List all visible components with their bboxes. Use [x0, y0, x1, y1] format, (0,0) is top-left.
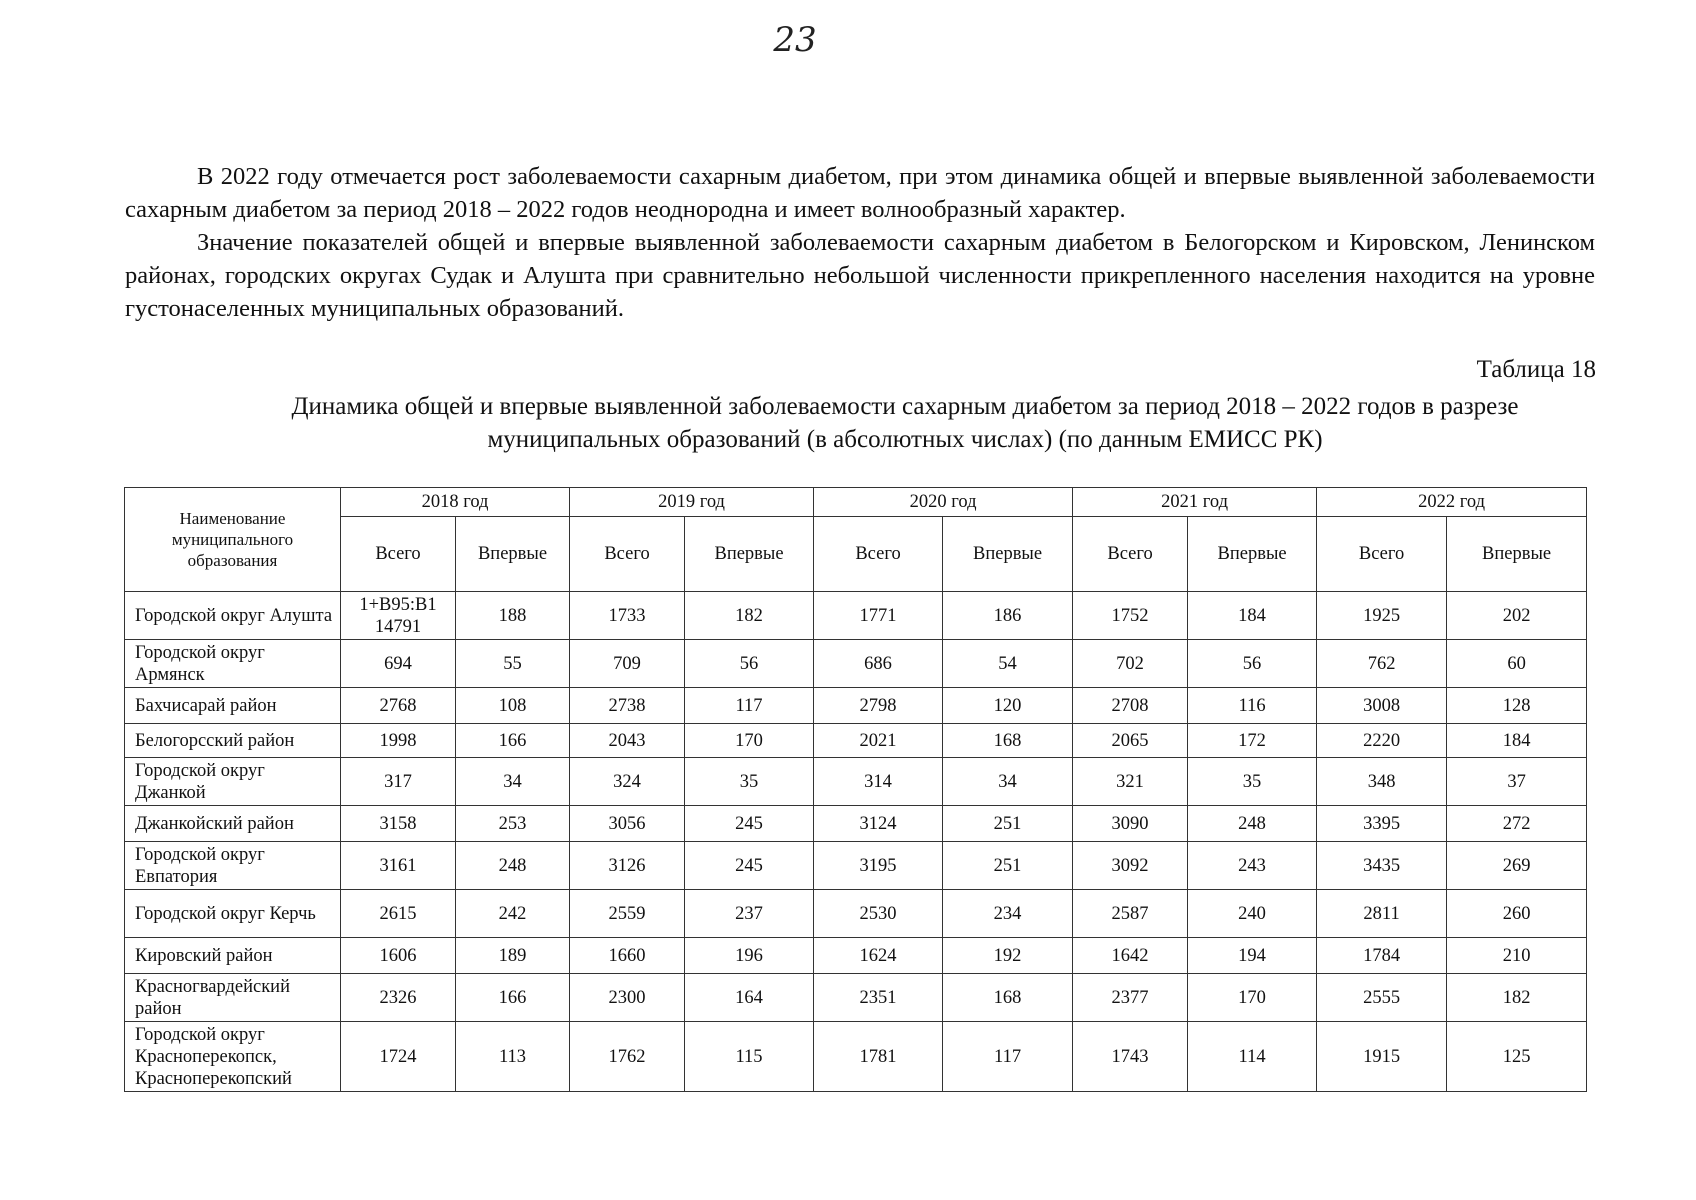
new-cases-header: Впервые [1188, 517, 1317, 592]
new-cases-value-cell: 237 [685, 890, 814, 938]
municipality-name-cell: Красногвардейский район [125, 974, 341, 1022]
table-body [125, 592, 1587, 1092]
new-cases-header: Впервые [456, 517, 570, 592]
total-header: Всего [1317, 517, 1447, 592]
new-cases-value-cell: 272 [1447, 806, 1587, 842]
paragraph: Значение показателей общей и впервые выявленной заболеваемости сахарным диабетом в Белогорском и Кировском, Ленинском районах, городских округах Судак и Алушта при сравнительно небольшой численности прикрепленного населения находится на уровне густонаселенных муниципальных образований. [125, 229, 1595, 322]
new-cases-value-cell: 248 [456, 842, 570, 890]
total-value-cell: 3056 [570, 806, 685, 842]
municipality-name-cell: Городской округ Красноперекопск, Красноперекопский [125, 1022, 341, 1092]
new-cases-value-cell: 125 [1447, 1022, 1587, 1092]
total-value-cell: 2559 [570, 890, 685, 938]
new-cases-value-cell: 170 [685, 724, 814, 758]
municipality-name-cell: Кировский район [125, 938, 341, 974]
new-cases-value-cell: 194 [1188, 938, 1317, 974]
municipality-name-cell: Городской округ Евпатория [125, 842, 341, 890]
municipality-name-cell: Бахчисарай район [125, 688, 341, 724]
total-value-cell: 3195 [814, 842, 943, 890]
name-column-header: Наименование муниципального образования [125, 488, 341, 592]
year-header: 2021 год [1073, 488, 1317, 517]
new-cases-value-cell: 117 [685, 688, 814, 724]
total-value-cell: 2326 [341, 974, 456, 1022]
total-value-cell: 2530 [814, 890, 943, 938]
table-title: Динамика общей и впервые выявленной заболеваемости сахарным диабетом за период 2018 – 2022 годов в разрезе муниципальных образований (в абсолютных числах) (по данным ЕМИСС РК) [291, 393, 1519, 453]
new-cases-value-cell: 184 [1188, 592, 1317, 640]
municipality-name-cell: Городской округ Джанкой [125, 758, 341, 806]
new-cases-value-cell: 188 [456, 592, 570, 640]
total-value-cell: 3126 [570, 842, 685, 890]
total-header: Всего [814, 517, 943, 592]
total-value-cell: 1784 [1317, 938, 1447, 974]
total-value-cell: 2587 [1073, 890, 1188, 938]
new-cases-value-cell: 128 [1447, 688, 1587, 724]
total-value-cell: 2615 [341, 890, 456, 938]
municipality-name-cell: Городской округ Керчь [125, 890, 341, 938]
total-value-cell: 694 [341, 640, 456, 688]
total-value-cell: 1998 [341, 724, 456, 758]
new-cases-value-cell: 120 [943, 688, 1073, 724]
new-cases-value-cell: 245 [685, 842, 814, 890]
new-cases-value-cell: 182 [1447, 974, 1587, 1022]
total-value-cell: 3395 [1317, 806, 1447, 842]
total-value-cell: 1606 [341, 938, 456, 974]
total-value-cell: 2043 [570, 724, 685, 758]
total-value-cell: 3161 [341, 842, 456, 890]
total-value-cell: 1724 [341, 1022, 456, 1092]
new-cases-value-cell: 117 [943, 1022, 1073, 1092]
table-row [125, 724, 1587, 758]
new-cases-value-cell: 37 [1447, 758, 1587, 806]
new-cases-value-cell: 234 [943, 890, 1073, 938]
table-row [125, 640, 1587, 688]
municipality-name-cell: Белогорсский район [125, 724, 341, 758]
new-cases-value-cell: 114 [1188, 1022, 1317, 1092]
new-cases-value-cell: 168 [943, 724, 1073, 758]
new-cases-value-cell: 240 [1188, 890, 1317, 938]
new-cases-value-cell: 186 [943, 592, 1073, 640]
new-cases-value-cell: 113 [456, 1022, 570, 1092]
total-value-cell: 2220 [1317, 724, 1447, 758]
total-value-cell: 1660 [570, 938, 685, 974]
table-label: Таблица 18 [1476, 356, 1596, 383]
total-value-cell: 2021 [814, 724, 943, 758]
total-value-cell: 1+B95:B1 14791 [341, 592, 456, 640]
new-cases-value-cell: 192 [943, 938, 1073, 974]
total-value-cell: 709 [570, 640, 685, 688]
body-text [125, 160, 1595, 325]
new-cases-value-cell: 251 [943, 806, 1073, 842]
municipality-name-cell: Джанкойский район [125, 806, 341, 842]
table-row [125, 1022, 1587, 1092]
total-value-cell: 2351 [814, 974, 943, 1022]
new-cases-value-cell: 55 [456, 640, 570, 688]
new-cases-value-cell: 243 [1188, 842, 1317, 890]
new-cases-header: Впервые [685, 517, 814, 592]
table-row [125, 688, 1587, 724]
total-value-cell: 2811 [1317, 890, 1447, 938]
total-value-cell: 2065 [1073, 724, 1188, 758]
total-value-cell: 1733 [570, 592, 685, 640]
total-value-cell: 1771 [814, 592, 943, 640]
new-cases-value-cell: 168 [943, 974, 1073, 1022]
total-value-cell: 2738 [570, 688, 685, 724]
new-cases-value-cell: 54 [943, 640, 1073, 688]
total-header: Всего [570, 517, 685, 592]
total-value-cell: 2798 [814, 688, 943, 724]
total-value-cell: 1925 [1317, 592, 1447, 640]
total-value-cell: 686 [814, 640, 943, 688]
new-cases-value-cell: 60 [1447, 640, 1587, 688]
table-row [125, 890, 1587, 938]
total-value-cell: 3158 [341, 806, 456, 842]
new-cases-value-cell: 164 [685, 974, 814, 1022]
new-cases-value-cell: 251 [943, 842, 1073, 890]
total-value-cell: 1624 [814, 938, 943, 974]
table-row [125, 806, 1587, 842]
year-header-row [125, 488, 1587, 517]
total-value-cell: 1642 [1073, 938, 1188, 974]
year-header: 2019 год [570, 488, 814, 517]
total-value-cell: 2708 [1073, 688, 1188, 724]
new-cases-value-cell: 184 [1447, 724, 1587, 758]
morbidity-table [124, 487, 1587, 1092]
total-value-cell: 3008 [1317, 688, 1447, 724]
total-value-cell: 2300 [570, 974, 685, 1022]
new-cases-value-cell: 260 [1447, 890, 1587, 938]
total-value-cell: 3124 [814, 806, 943, 842]
year-header: 2018 год [341, 488, 570, 517]
table-row [125, 974, 1587, 1022]
new-cases-value-cell: 202 [1447, 592, 1587, 640]
new-cases-value-cell: 170 [1188, 974, 1317, 1022]
total-value-cell: 702 [1073, 640, 1188, 688]
new-cases-value-cell: 172 [1188, 724, 1317, 758]
total-value-cell: 2768 [341, 688, 456, 724]
total-value-cell: 2555 [1317, 974, 1447, 1022]
total-value-cell: 762 [1317, 640, 1447, 688]
table-row [125, 938, 1587, 974]
total-value-cell: 1762 [570, 1022, 685, 1092]
total-value-cell: 1752 [1073, 592, 1188, 640]
sub-header-row [125, 517, 1587, 592]
new-cases-value-cell: 115 [685, 1022, 814, 1092]
new-cases-value-cell: 56 [1188, 640, 1317, 688]
new-cases-value-cell: 253 [456, 806, 570, 842]
total-value-cell: 1743 [1073, 1022, 1188, 1092]
new-cases-value-cell: 242 [456, 890, 570, 938]
total-value-cell: 317 [341, 758, 456, 806]
total-value-cell: 348 [1317, 758, 1447, 806]
total-value-cell: 324 [570, 758, 685, 806]
year-header: 2022 год [1317, 488, 1587, 517]
new-cases-value-cell: 166 [456, 974, 570, 1022]
total-value-cell: 3435 [1317, 842, 1447, 890]
total-value-cell: 3092 [1073, 842, 1188, 890]
table-row [125, 758, 1587, 806]
page-number: 23 [773, 20, 817, 60]
new-cases-value-cell: 248 [1188, 806, 1317, 842]
new-cases-value-cell: 34 [456, 758, 570, 806]
new-cases-value-cell: 34 [943, 758, 1073, 806]
year-header: 2020 год [814, 488, 1073, 517]
new-cases-value-cell: 210 [1447, 938, 1587, 974]
new-cases-header: Впервые [1447, 517, 1587, 592]
total-value-cell: 321 [1073, 758, 1188, 806]
table-row [125, 592, 1587, 640]
total-value-cell: 1781 [814, 1022, 943, 1092]
new-cases-value-cell: 35 [1188, 758, 1317, 806]
new-cases-value-cell: 269 [1447, 842, 1587, 890]
new-cases-value-cell: 196 [685, 938, 814, 974]
new-cases-value-cell: 245 [685, 806, 814, 842]
table-row [125, 842, 1587, 890]
paragraph: В 2022 году отмечается рост заболеваемости сахарным диабетом, при этом динамика общей и впервые выявленной заболеваемости сахарным диабетом за период 2018 – 2022 годов неоднородна и имеет волнообразный характер. [125, 163, 1595, 223]
total-value-cell: 314 [814, 758, 943, 806]
new-cases-value-cell: 166 [456, 724, 570, 758]
new-cases-header: Впервые [943, 517, 1073, 592]
new-cases-value-cell: 116 [1188, 688, 1317, 724]
total-value-cell: 1915 [1317, 1022, 1447, 1092]
total-header: Всего [1073, 517, 1188, 592]
new-cases-value-cell: 35 [685, 758, 814, 806]
new-cases-value-cell: 108 [456, 688, 570, 724]
new-cases-value-cell: 182 [685, 592, 814, 640]
total-value-cell: 2377 [1073, 974, 1188, 1022]
total-header: Всего [341, 517, 456, 592]
new-cases-value-cell: 189 [456, 938, 570, 974]
new-cases-value-cell: 56 [685, 640, 814, 688]
municipality-name-cell: Городской округ Армянск [125, 640, 341, 688]
total-value-cell: 3090 [1073, 806, 1188, 842]
municipality-name-cell: Городской округ Алушта [125, 592, 341, 640]
